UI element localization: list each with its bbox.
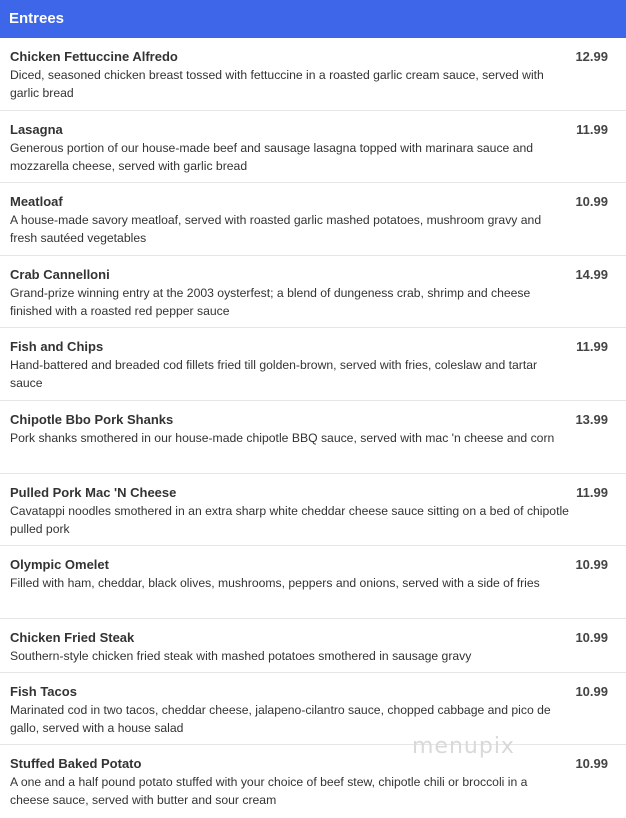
menu-item-name: Stuffed Baked Potato bbox=[10, 756, 142, 772]
menu-item bbox=[0, 328, 626, 401]
menu-item-price: 13.99 bbox=[575, 411, 608, 427]
menu-item-description: A house-made savory meatloaf, served with roasted garlic mashed potatoes, mushroom gravy and fresh sautéed vegetables bbox=[10, 213, 542, 246]
watermark-logo: menupix bbox=[412, 734, 515, 759]
menu-item-name: Fish and Chips bbox=[10, 339, 104, 355]
menu-item-name: Chipotle Bbo Pork Shanks bbox=[10, 411, 174, 427]
menu-item-price: 10.99 bbox=[575, 683, 608, 699]
menu-item-description: Diced, seasoned chicken breast tossed with fettuccine in a roasted garlic cream sauce, served with garlic bread bbox=[10, 68, 544, 100]
menu-item-name: Olympic Omelet bbox=[10, 557, 109, 573]
menu-item-description: Cavatappi noodles smothered in an extra sharp white cheddar cheese sauce sitting on a bed of chipotle pulled pork bbox=[10, 503, 569, 536]
menu-item-price: 10.99 bbox=[575, 629, 608, 645]
menu-item bbox=[0, 111, 626, 184]
menu-item bbox=[0, 38, 626, 111]
section-header bbox=[0, 0, 626, 38]
menu-item bbox=[0, 673, 626, 746]
menu-item-price: 10.99 bbox=[575, 756, 608, 772]
menu-item bbox=[0, 745, 626, 818]
menu-item-list bbox=[0, 38, 626, 818]
menu-item-description: Southern-style chicken fried steak with mashed potatoes smothered in sausage gravy bbox=[10, 648, 472, 663]
menu-item-name: Pulled Pork Mac 'N Cheese bbox=[10, 484, 177, 500]
menu-item-description: A one and a half pound potato stuffed with your choice of beef stew, chipotle chili or broccoli in a cheese sauce, served with butter and sour cream bbox=[10, 775, 528, 808]
menu-item-price: 10.99 bbox=[575, 194, 608, 210]
menu-item-price: 11.99 bbox=[576, 339, 608, 355]
menu-item-description: Pork shanks smothered in our house-made chipotle BBQ sauce, served with mac 'n cheese and corn bbox=[10, 430, 555, 445]
menu-item-description: Grand-prize winning entry at the 2003 oysterfest; a blend of dungeness crab, shrimp and cheese finished with a roasted red pepper sauce bbox=[10, 285, 531, 318]
menu-item-name: Lasagna bbox=[10, 121, 63, 137]
menu-item bbox=[0, 183, 626, 256]
menu-item-price: 14.99 bbox=[575, 266, 608, 282]
menu-item-description: Filled with ham, cheddar, black olives, mushrooms, peppers and onions, served with a side of fries bbox=[10, 576, 540, 591]
menu-item bbox=[0, 619, 626, 673]
menu-item bbox=[0, 474, 626, 547]
menu-item-description: Hand-battered and breaded cod fillets fried till golden-brown, served with fries, coleslaw and tartar sauce bbox=[10, 358, 538, 391]
menu-item-price: 11.99 bbox=[576, 484, 608, 500]
section-title: Entrees bbox=[9, 10, 65, 27]
menu-item-description: Marinated cod in two tacos, cheddar cheese, jalapeno-cilantro sauce, chopped cabbage and pico de gallo, served with a house salad bbox=[10, 702, 551, 735]
menu-item-name: Fish Tacos bbox=[10, 683, 77, 699]
menu-item bbox=[0, 401, 626, 474]
menu-item-price: 11.99 bbox=[576, 121, 608, 137]
menu-item-name: Chicken Fettuccine Alfredo bbox=[10, 49, 178, 64]
menu-item-name: Crab Cannelloni bbox=[10, 266, 110, 282]
menu-item-name: Meatloaf bbox=[10, 194, 63, 210]
menu-item bbox=[0, 546, 626, 619]
menu-item-price: 12.99 bbox=[575, 49, 608, 64]
menu-item-name: Chicken Fried Steak bbox=[10, 629, 135, 645]
menu-item bbox=[0, 256, 626, 329]
menu-item-description: Generous portion of our house-made beef and sausage lasagna topped with marinara sauce and mozzarella cheese, served with garlic bread bbox=[10, 140, 534, 173]
menu-item-price: 10.99 bbox=[575, 557, 608, 573]
